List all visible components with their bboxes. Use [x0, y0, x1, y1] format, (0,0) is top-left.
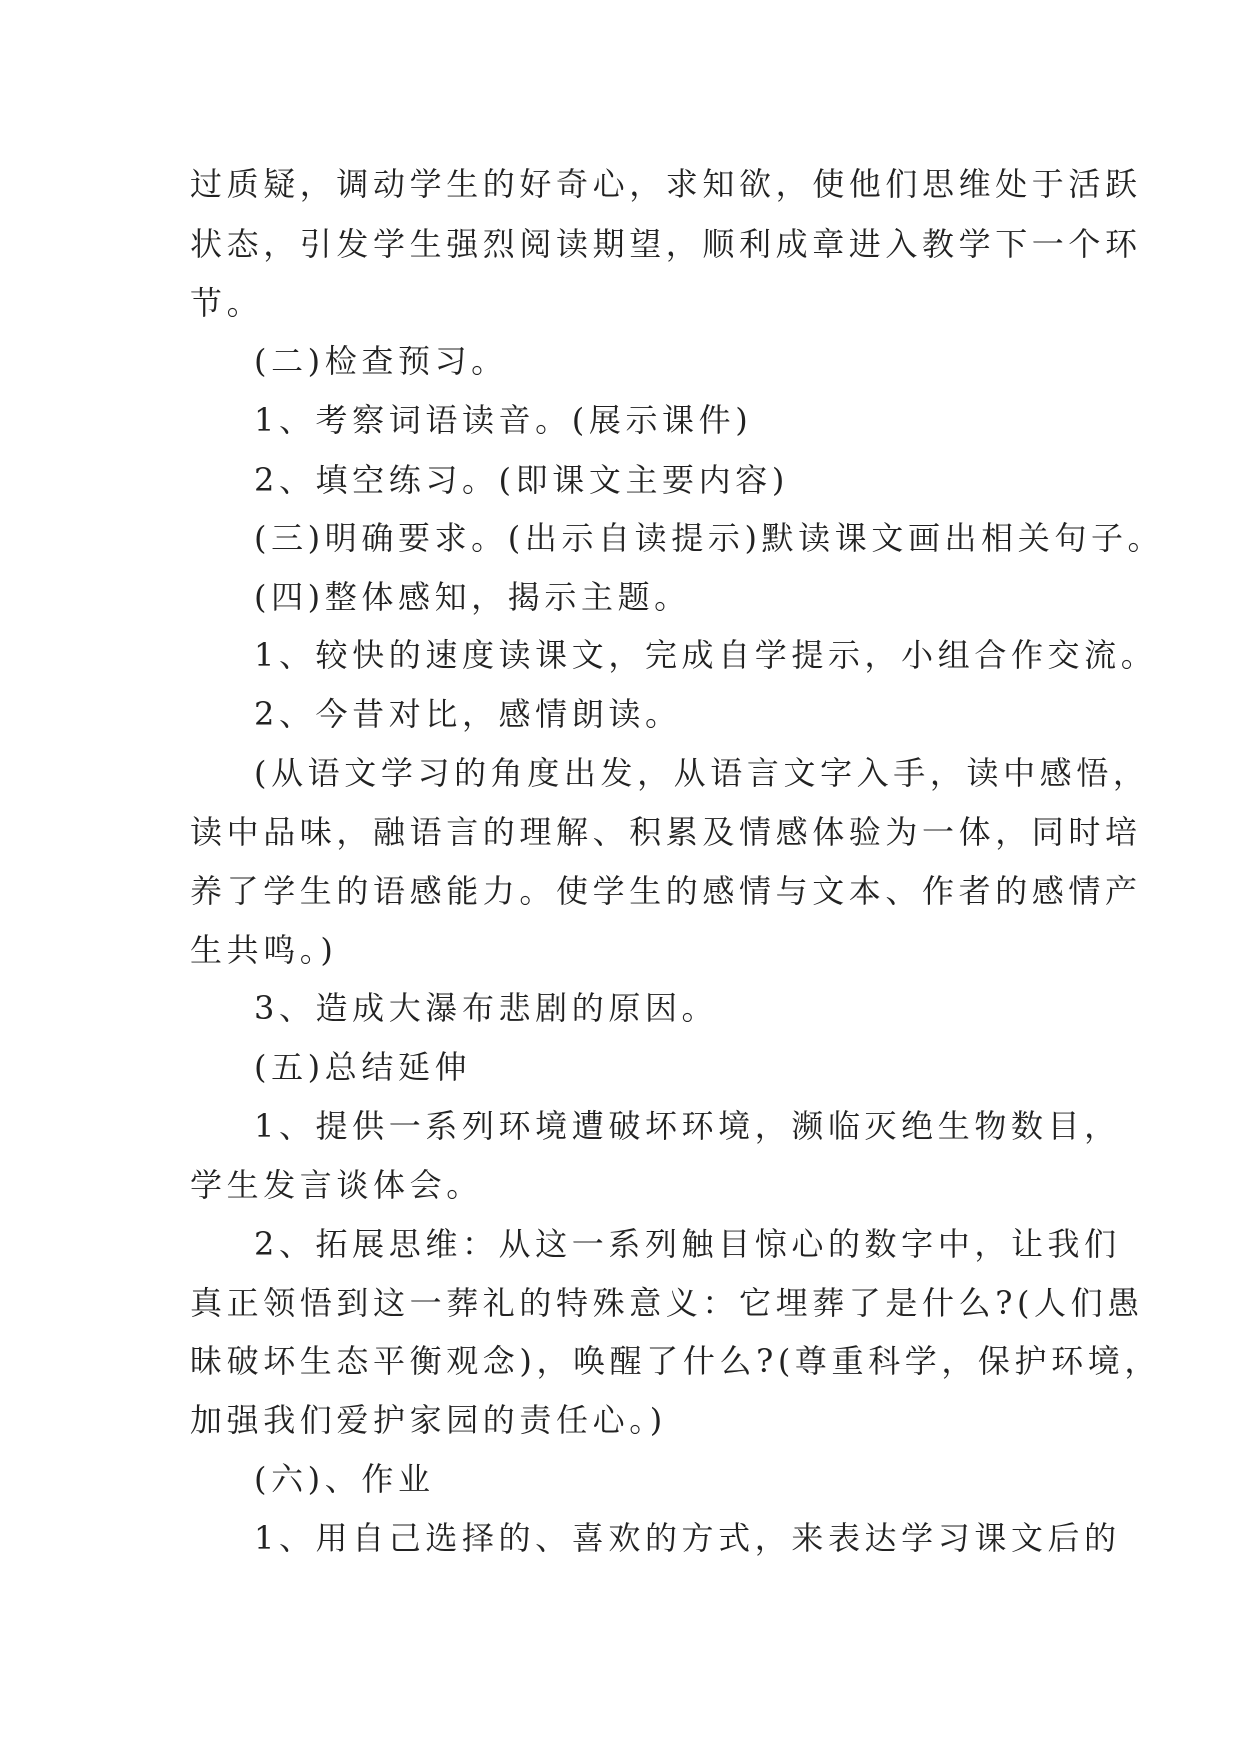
text-line: (二)检查预习。 — [254, 342, 508, 380]
text-line: (四)整体感知，揭示主题。 — [254, 578, 691, 616]
text-line: 真正领悟到这一葬礼的特殊意义：它埋葬了是什么?(人们愚 — [190, 1284, 1144, 1322]
text-line: 1、考察词语读音。(展示课件) — [254, 401, 753, 439]
text-line: 学生发言谈体会。 — [190, 1166, 483, 1204]
text-line: (五)总结延伸 — [254, 1048, 472, 1086]
text-line: 3、造成大瀑布悲剧的原因。 — [254, 989, 719, 1027]
text-line: 2、填空练习。(即课文主要内容) — [254, 461, 789, 499]
text-line: (六)、作业 — [254, 1460, 435, 1498]
text-line: (从语文学习的角度出发，从语言文字入手，读中感悟， — [254, 754, 1150, 792]
text-line: 2、今昔对比，感情朗读。 — [254, 695, 682, 733]
text-line: 1、用自己选择的、喜欢的方式，来表达学习课文后的 — [254, 1519, 1121, 1557]
text-line: 2、拓展思维：从这一系列触目惊心的数字中，让我们 — [254, 1225, 1121, 1263]
text-line: 生共鸣。) — [190, 931, 338, 969]
text-line: 过质疑，调动学生的好奇心，求知欲，使他们思维处于活跃 — [190, 165, 1142, 203]
text-line: (三)明确要求。(出示自读提示)默读课文画出相关句子。 — [254, 519, 1165, 557]
text-line: 1、较快的速度读课文，完成自学提示，小组合作交流。 — [254, 636, 1158, 674]
text-line: 状态，引发学生强烈阅读期望，顺利成章进入教学下一个环 — [190, 225, 1142, 263]
text-line: 读中品味，融语言的理解、积累及情感体验为一体，同时培 — [190, 813, 1142, 851]
text-line: 节。 — [190, 284, 264, 322]
text-line: 昧破坏生态平衡观念)，唤醒了什么?(尊重科学，保护环境， — [190, 1342, 1161, 1380]
text-line: 1、提供一系列环境遭破坏环境，濒临灭绝生物数目， — [254, 1107, 1121, 1145]
text-line: 养了学生的语感能力。使学生的感情与文本、作者的感情产 — [190, 872, 1142, 910]
text-line: 加强我们爱护家园的责任心。) — [190, 1401, 667, 1439]
